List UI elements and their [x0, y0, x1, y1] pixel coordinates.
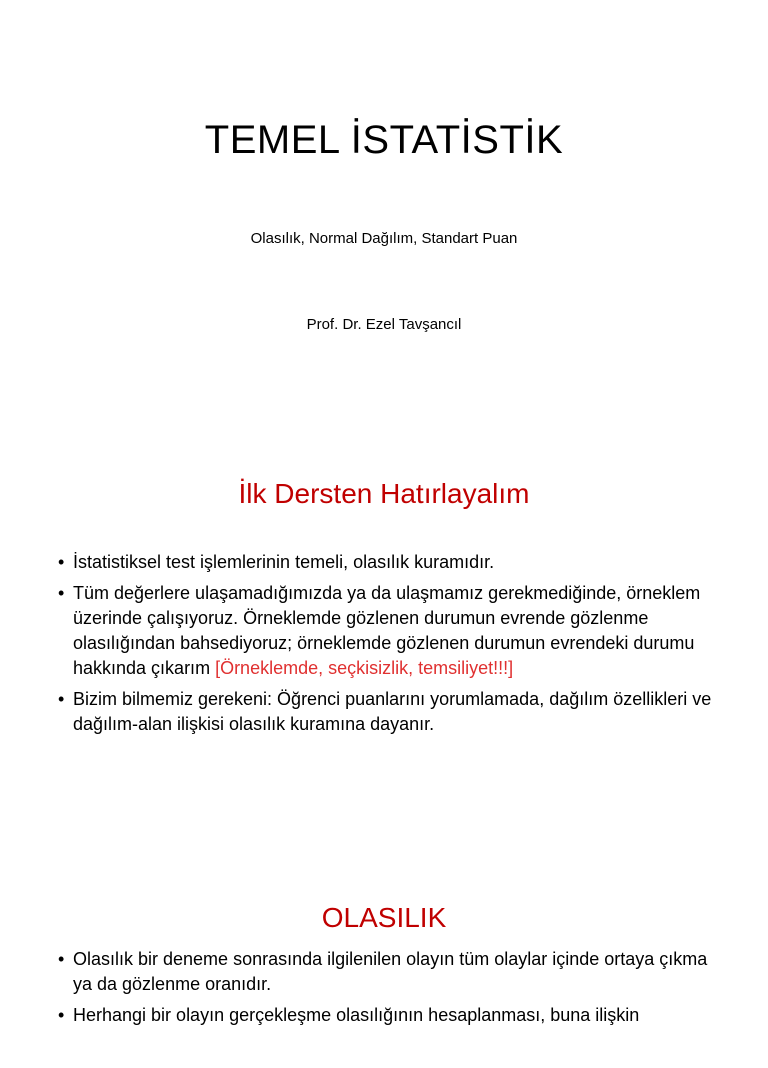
bullet-list — [58, 947, 718, 1034]
bullet-accent-text: [Örneklemde, seçkisizlik, temsiliyet!!!] — [215, 658, 514, 678]
presentation-title: TEMEL İSTATİSTİK — [204, 118, 564, 162]
recap-slide — [0, 440, 768, 860]
presentation-subtitle: Olasılık, Normal Dağılım, Standart Puan — [250, 230, 518, 247]
bullet-list — [58, 550, 718, 743]
bullet-item — [58, 581, 718, 681]
title-slide — [0, 0, 768, 432]
slide-heading: OLASILIK — [321, 902, 447, 933]
probability-slide — [0, 868, 768, 1068]
bullet-item — [58, 947, 718, 997]
bullet-item — [58, 550, 718, 575]
presentation-author: Prof. Dr. Ezel Tavşancıl — [306, 316, 462, 333]
bullet-item — [58, 687, 718, 737]
bullet-text: Herhangi bir olayın gerçekleşme olasılığının hesaplanması, buna ilişkin — [73, 1005, 640, 1025]
slide-heading: İlk Dersten Hatırlayalım — [238, 478, 530, 509]
bullet-text: Bizim bilmemiz gerekeni: Öğrenci puanlarını yorumlamada, dağılım özellikleri ve dağılım-alan ilişkisi olasılık kuramına dayanır. — [73, 689, 712, 734]
bullet-item — [58, 1003, 718, 1028]
bullet-text: Tüm değerlere ulaşamadığımızda ya da ulaşmamız gerekmediğinde, örneklem üzerinde çalışıyoruz. Örneklemde gözlenen durumun evrende gözlenme olasılığından bahsediyoruz; örneklemde gözlenen durumun evrendeki durumu hakkında çıkarım — [73, 583, 701, 678]
bullet-text: İstatistiksel test işlemlerinin temeli, olasılık kuramıdır. — [73, 552, 495, 572]
bullet-text: Olasılık bir deneme sonrasında ilgilenilen olayın tüm olaylar içinde ortaya çıkma ya da gözlenme oranıdır. — [73, 949, 708, 994]
